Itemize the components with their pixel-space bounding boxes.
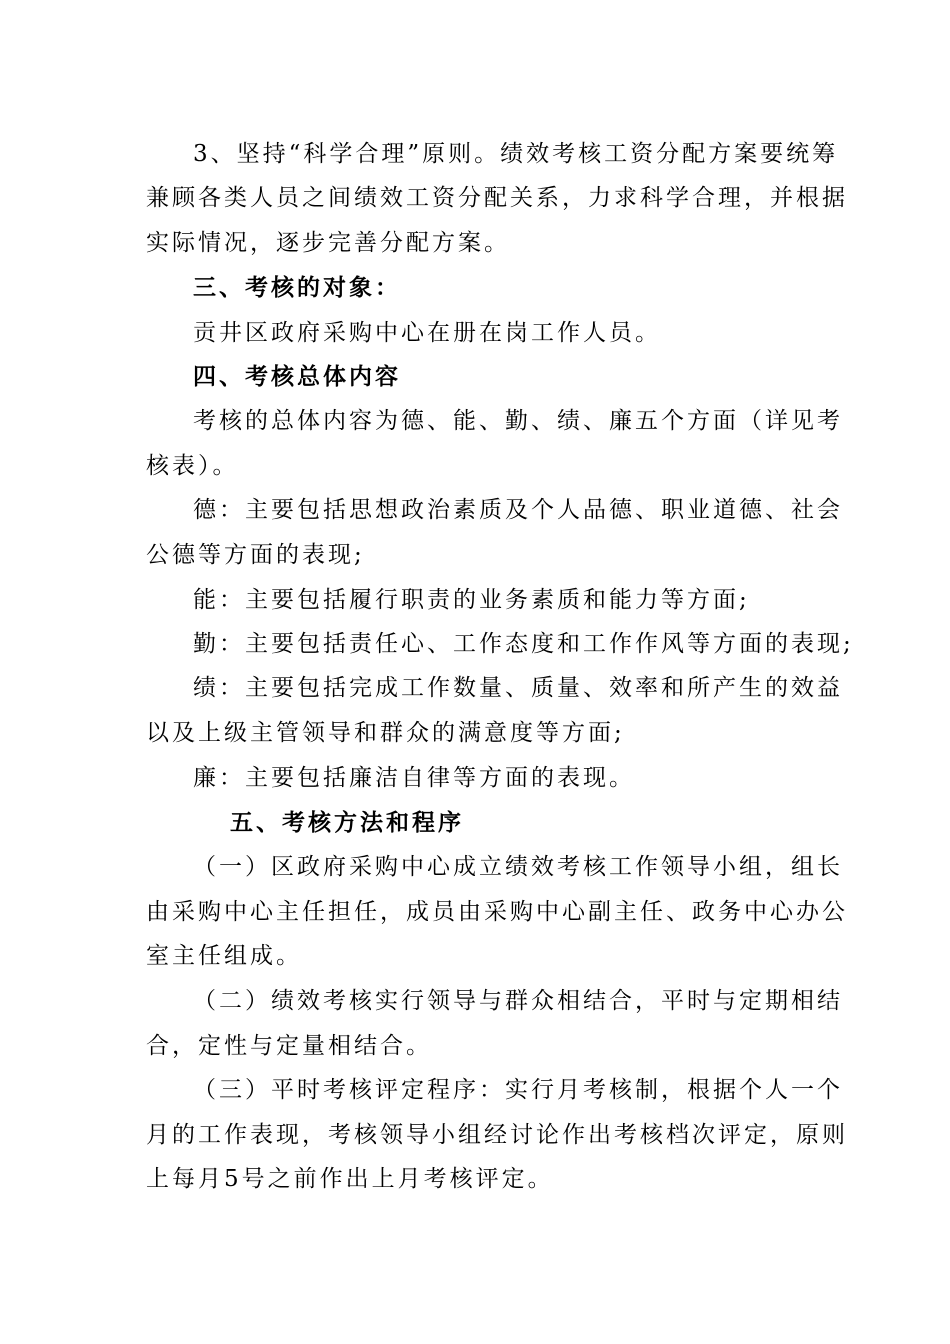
section-heading: 五、考核方法和程序 — [230, 809, 464, 836]
paragraph-line: 合，定性与定量相结合。 — [146, 1033, 432, 1059]
paragraph-line: 月的工作表现，考核领导小组经讨论作出考核档次评定，原则 — [146, 1122, 848, 1148]
paragraph-line: 上每月5号之前作出上月考核评定。 — [146, 1166, 554, 1192]
paragraph-line: 实际情况，逐步完善分配方案。 — [146, 230, 510, 256]
paragraph-line: （一）区政府采购中心成立绩效考核工作领导小组，组长 — [193, 854, 843, 880]
paragraph-line: 能：主要包括履行职责的业务素质和能力等方面; — [193, 587, 750, 613]
paragraph-line: （三）平时考核评定程序：实行月考核制，根据个人一个 — [193, 1077, 843, 1103]
section-heading: 三、考核的对象： — [193, 274, 401, 301]
paragraph-line: 兼顾各类人员之间绩效工资分配关系，力求科学合理，并根据 — [146, 185, 848, 211]
paragraph-line: 廉：主要包括廉洁自律等方面的表现。 — [193, 765, 635, 791]
paragraph-line: 以及上级主管领导和群众的满意度等方面; — [146, 720, 625, 746]
paragraph-line: 绩：主要包括完成工作数量、质量、效率和所产生的效益 — [193, 675, 843, 701]
paragraph-line: 核表）。 — [146, 453, 239, 479]
paragraph-line: 室主任组成。 — [146, 943, 302, 969]
paragraph-line: 德：主要包括思想政治素质及个人品德、职业道德、社会 — [193, 497, 843, 523]
section-heading: 四、考核总体内容 — [193, 363, 401, 390]
paragraph-line: 勤：主要包括责任心、工作态度和工作作风等方面的表现; — [193, 631, 854, 657]
paragraph-line: 公德等方面的表现; — [146, 542, 365, 568]
paragraph-line: 贡井区政府采购中心在册在岗工作人员。 — [193, 320, 661, 346]
paragraph-line: 由采购中心主任担任，成员由采购中心副主任、政务中心办公 — [146, 899, 848, 925]
paragraph-line: （二）绩效考核实行领导与群众相结合，平时与定期相结 — [193, 988, 843, 1014]
paragraph-line: 3、坚持“科学合理”原则。绩效考核工资分配方案要统筹 — [193, 141, 839, 167]
paragraph-line: 考核的总体内容为德、能、勤、绩、廉五个方面（详见考 — [193, 408, 843, 434]
